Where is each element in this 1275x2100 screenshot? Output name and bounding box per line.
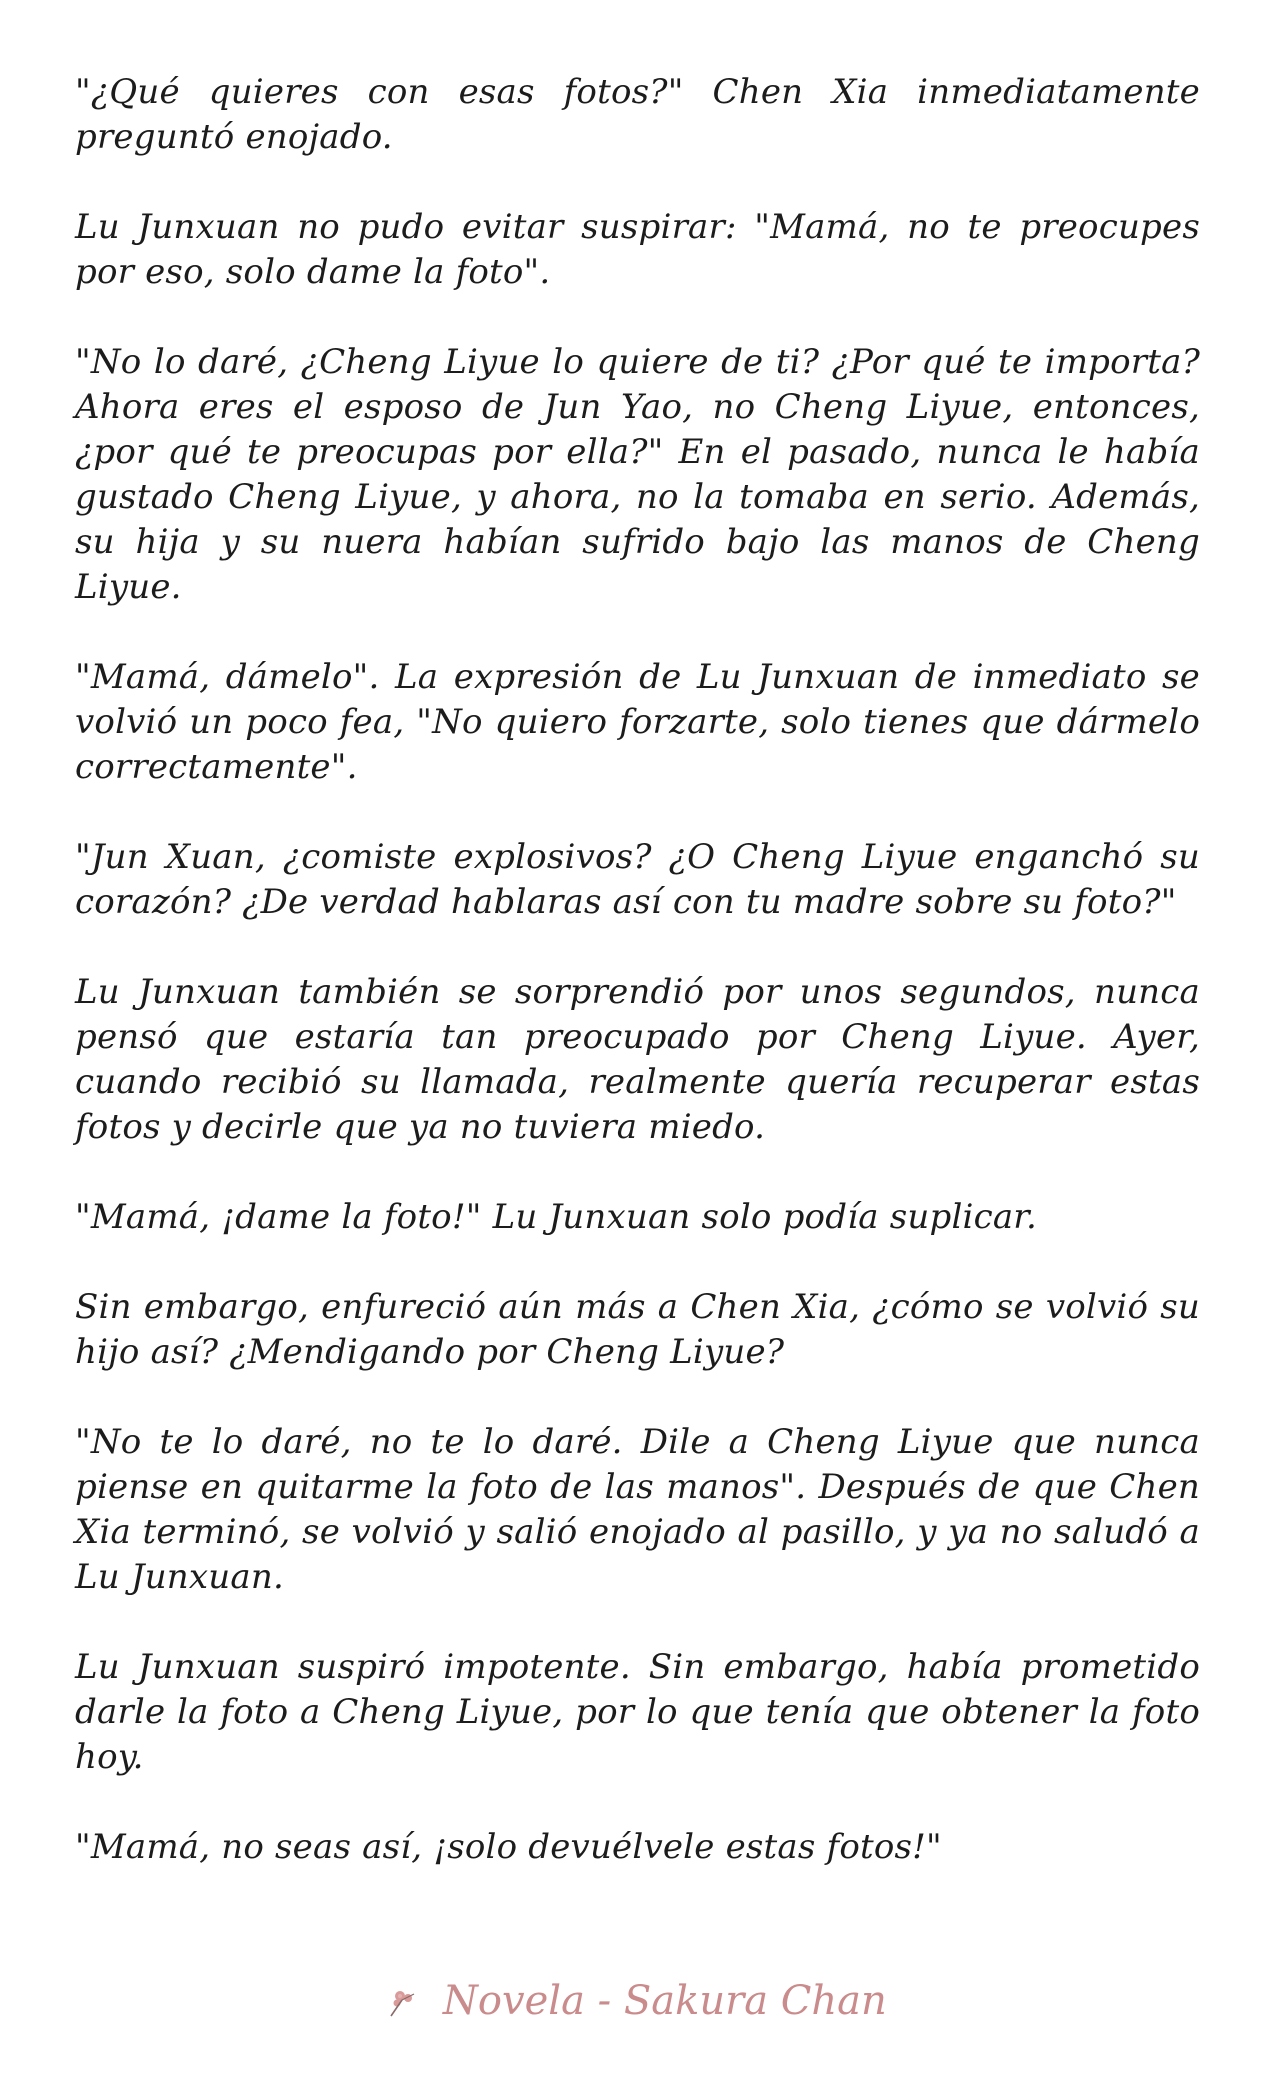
- paragraph: "Mamá, no seas así, ¡solo devuélvele estas fotos!": [75, 1827, 942, 1867]
- paragraph: "Mamá, ¡dame la foto!" Lu Junxuan solo podía suplicar.: [75, 1197, 1038, 1237]
- paragraph: Lu Junxuan también se sorprendió por unos segundos, nunca pensó que estaría tan preocupado por Cheng Liyue. Ayer, cuando recibió su llamada, realmente quería recuperar estas fotos y decirle que ya no tuviera miedo.: [75, 972, 1200, 1147]
- paragraph: "Jun Xuan, ¿comiste explosivos? ¿O Cheng Liyue enganchó su corazón? ¿De verdad hablaras así con tu madre sobre su foto?": [75, 837, 1200, 922]
- paragraph: Lu Junxuan suspiró impotente. Sin embargo, había prometido darle la foto a Cheng Liyue, por lo que tenía que obtener la foto hoy.: [75, 1647, 1200, 1777]
- paragraph: "¿Qué quieres con esas fotos?" Chen Xia inmediatamente preguntó enojado.: [75, 72, 1200, 157]
- paragraph: "No lo daré, ¿Cheng Liyue lo quiere de ti? ¿Por qué te importa? Ahora eres el esposo de Jun Yao, no Cheng Liyue, entonces, ¿por qué te preocupas por ella?" En el pasado, nunca le había gustado Cheng Liyue, y ahora, no la tomaba en serio. Además, su hija y su nuera habían sufrido bajo las manos de Cheng Liyue.: [75, 342, 1200, 607]
- paragraph: "No te lo daré, no te lo daré. Dile a Cheng Liyue que nunca piense en quitarme la foto de las manos". Después de que Chen Xia terminó, se volvió y salió enojado al pasillo, y ya no saludó a Lu Junxuan.: [75, 1422, 1200, 1597]
- document-body: [75, 70, 1200, 1915]
- watermark-text: Novela - Sakura Chan: [442, 1978, 887, 2024]
- paragraph: Lu Junxuan no pudo evitar suspirar: "Mamá, no te preocupes por eso, solo dame la foto".: [75, 207, 1200, 292]
- watermark: [0, 1978, 1275, 2028]
- sakura-flower-icon: [388, 1982, 422, 2028]
- paragraph: Sin embargo, enfureció aún más a Chen Xia, ¿cómo se volvió su hijo así? ¿Mendigando por Cheng Liyue?: [75, 1287, 1200, 1372]
- paragraph: "Mamá, dámelo". La expresión de Lu Junxuan de inmediato se volvió un poco fea, "No quiero forzarte, solo tienes que dármelo correctamente".: [75, 657, 1200, 787]
